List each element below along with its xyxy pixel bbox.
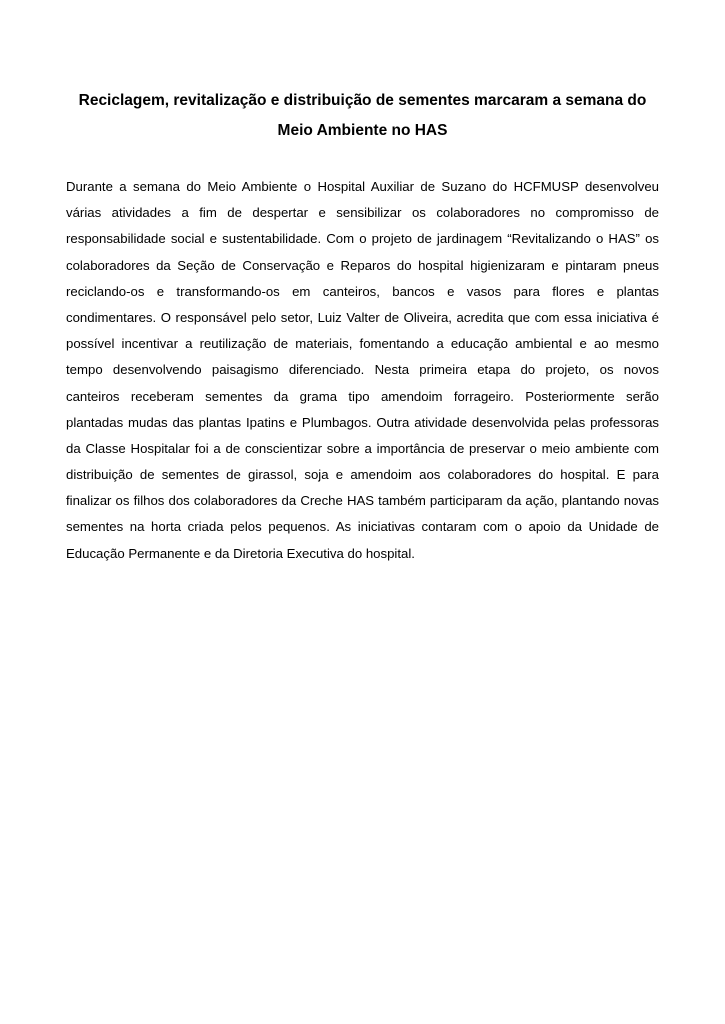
article-body — [66, 174, 659, 567]
body-line: distribuição de sementes de girassol, soja e amendoim aos colaboradores do hospital. E para — [66, 467, 659, 483]
title-line: Meio Ambiente no HAS — [277, 122, 448, 139]
body-line: Educação Permanente e da Diretoria Executiva do hospital. — [66, 545, 415, 561]
body-line: possível incentivar a reutilização de materiais, fomentando a educação ambiental e ao mesmo — [66, 336, 659, 352]
body-line: colaboradores da Seção de Conservação e Reparos do hospital higienizaram e pintaram pneus — [66, 257, 659, 273]
body-line: plantadas mudas das plantas Ipatins e Plumbagos. Outra atividade desenvolvida pelas professoras — [66, 414, 659, 430]
body-line: condimentares. O responsável pelo setor, Luiz Valter de Oliveira, acredita que com essa iniciativa é — [66, 309, 659, 325]
article-title — [66, 86, 659, 146]
body-line: reciclando-os e transformando-os em canteiros, bancos e vasos para flores e plantas — [66, 283, 659, 299]
body-line: várias atividades a fim de despertar e sensibilizar os colaboradores no compromisso de — [66, 205, 659, 221]
body-line: finalizar os filhos dos colaboradores da Creche HAS também participaram da ação, plantando novas — [66, 493, 659, 509]
body-line: tempo desenvolvendo paisagismo diferenciado. Nesta primeira etapa do projeto, os novos — [66, 362, 659, 378]
body-line: responsabilidade social e sustentabilidade. Com o projeto de jardinagem “Revitalizando o HAS” os — [66, 231, 659, 247]
body-line: sementes na horta criada pelos pequenos. As iniciativas contaram com o apoio da Unidade de — [66, 519, 659, 535]
body-line: da Classe Hospitalar foi a de conscientizar sobre a importância de preservar o meio ambiente com — [66, 440, 659, 456]
title-line: Reciclagem, revitalização e distribuição de sementes marcaram a semana do — [78, 92, 647, 109]
body-line: canteiros receberam sementes da grama tipo amendoim forrageiro. Posteriormente serão — [66, 388, 659, 404]
body-line: Durante a semana do Meio Ambiente o Hospital Auxiliar de Suzano do HCFMUSP desenvolveu — [66, 179, 659, 194]
